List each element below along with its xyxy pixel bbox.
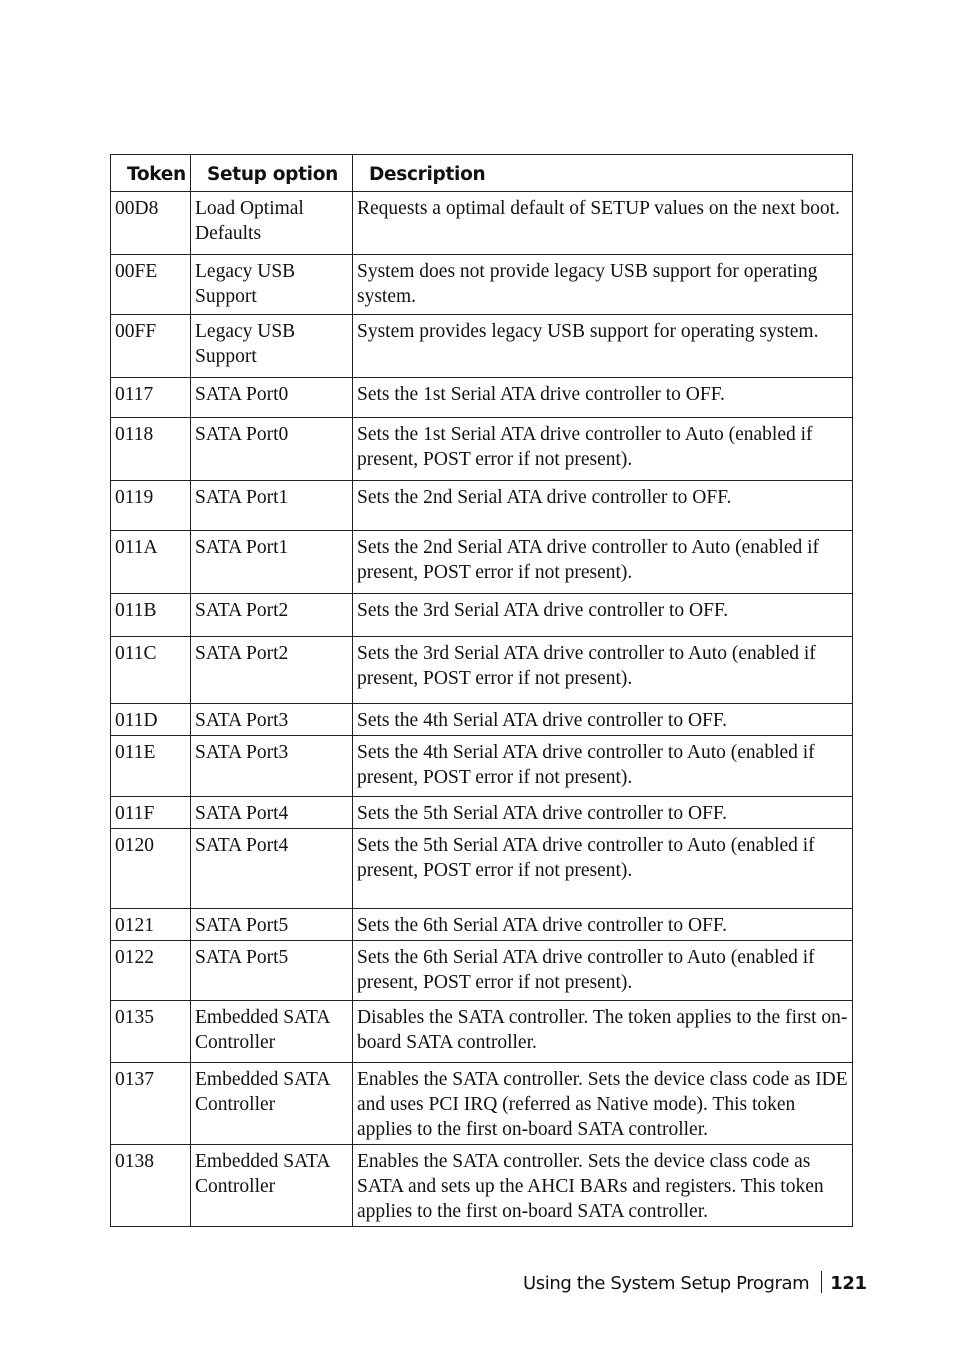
table-row: [111, 704, 853, 736]
description-cell: Sets the 6th Serial ATA drive controller to Auto (enabled if present, POST error if not present).: [353, 941, 853, 1001]
token-cell: 011B: [111, 594, 191, 637]
token-cell: 011F: [111, 797, 191, 829]
option-cell: SATA Port1: [191, 481, 353, 531]
option-cell: SATA Port3: [191, 704, 353, 736]
table-row: [111, 594, 853, 637]
description-cell: Sets the 2nd Serial ATA drive controller to OFF.: [353, 481, 853, 531]
option-cell: SATA Port2: [191, 594, 353, 637]
token-table: [110, 154, 853, 1227]
description-cell: Enables the SATA controller. Sets the device class code as IDE and uses PCI IRQ (referred as Native mode). This token applies to the first on-board SATA controller.: [353, 1063, 853, 1145]
option-cell: SATA Port1: [191, 531, 353, 594]
token-cell: 0137: [111, 1063, 191, 1145]
token-cell: 011C: [111, 637, 191, 704]
option-cell: Legacy USB Support: [191, 255, 353, 315]
description-cell: Enables the SATA controller. Sets the device class code as SATA and sets up the AHCI BARs and registers. This token applies to the first on-board SATA controller.: [353, 1145, 853, 1227]
option-cell: Embedded SATA Controller: [191, 1001, 353, 1063]
table-row: [111, 637, 853, 704]
header-description: Description: [353, 155, 853, 192]
token-cell: 00FE: [111, 255, 191, 315]
footer-section-title: Using the System Setup Program: [523, 1273, 810, 1294]
token-cell: 011A: [111, 531, 191, 594]
option-cell: Load Optimal Defaults: [191, 192, 353, 255]
table-row: [111, 378, 853, 418]
token-cell: 00FF: [111, 315, 191, 378]
table-row: [111, 797, 853, 829]
table-row: [111, 481, 853, 531]
option-cell: SATA Port4: [191, 797, 353, 829]
header-token: Token: [111, 155, 191, 192]
option-cell: SATA Port3: [191, 736, 353, 797]
page-number: 121: [830, 1273, 867, 1294]
option-cell: SATA Port2: [191, 637, 353, 704]
description-cell: Sets the 6th Serial ATA drive controller to OFF.: [353, 909, 853, 941]
table-row: [111, 941, 853, 1001]
description-cell: Sets the 4th Serial ATA drive controller to OFF.: [353, 704, 853, 736]
table-header-row: [111, 155, 853, 192]
table-row: [111, 1063, 853, 1145]
table-row: [111, 1001, 853, 1063]
description-cell: Sets the 5th Serial ATA drive controller to OFF.: [353, 797, 853, 829]
description-cell: Sets the 1st Serial ATA drive controller to OFF.: [353, 378, 853, 418]
option-cell: SATA Port5: [191, 941, 353, 1001]
description-cell: Sets the 3rd Serial ATA drive controller to OFF.: [353, 594, 853, 637]
description-cell: Requests a optimal default of SETUP values on the next boot.: [353, 192, 853, 255]
table-row: [111, 192, 853, 255]
description-cell: Sets the 4th Serial ATA drive controller to Auto (enabled if present, POST error if not present).: [353, 736, 853, 797]
description-cell: Sets the 2nd Serial ATA drive controller to Auto (enabled if present, POST error if not present).: [353, 531, 853, 594]
option-cell: Embedded SATA Controller: [191, 1063, 353, 1145]
option-cell: SATA Port0: [191, 378, 353, 418]
token-cell: 0122: [111, 941, 191, 1001]
table-row: [111, 255, 853, 315]
table-row: [111, 736, 853, 797]
option-cell: Legacy USB Support: [191, 315, 353, 378]
description-cell: System does not provide legacy USB support for operating system.: [353, 255, 853, 315]
option-cell: SATA Port5: [191, 909, 353, 941]
table-row: [111, 315, 853, 378]
token-cell: 0120: [111, 829, 191, 909]
page-footer: [523, 1271, 867, 1294]
token-cell: 011D: [111, 704, 191, 736]
token-cell: 0117: [111, 378, 191, 418]
table-row: [111, 531, 853, 594]
token-cell: 0138: [111, 1145, 191, 1227]
description-cell: Sets the 1st Serial ATA drive controller to Auto (enabled if present, POST error if not present).: [353, 418, 853, 481]
table-row: [111, 1145, 853, 1227]
token-cell: 00D8: [111, 192, 191, 255]
token-cell: 0121: [111, 909, 191, 941]
description-cell: Disables the SATA controller. The token applies to the first on-board SATA controller.: [353, 1001, 853, 1063]
table-row: [111, 909, 853, 941]
option-cell: SATA Port4: [191, 829, 353, 909]
option-cell: SATA Port0: [191, 418, 353, 481]
description-cell: Sets the 3rd Serial ATA drive controller to Auto (enabled if present, POST error if not present).: [353, 637, 853, 704]
table-row: [111, 418, 853, 481]
footer-divider: [821, 1271, 822, 1293]
token-cell: 0135: [111, 1001, 191, 1063]
token-cell: 0119: [111, 481, 191, 531]
description-cell: System provides legacy USB support for operating system.: [353, 315, 853, 378]
option-cell: Embedded SATA Controller: [191, 1145, 353, 1227]
header-setup-option: Setup option: [191, 155, 353, 192]
token-cell: 011E: [111, 736, 191, 797]
token-cell: 0118: [111, 418, 191, 481]
table-row: [111, 829, 853, 909]
description-cell: Sets the 5th Serial ATA drive controller to Auto (enabled if present, POST error if not present).: [353, 829, 853, 909]
